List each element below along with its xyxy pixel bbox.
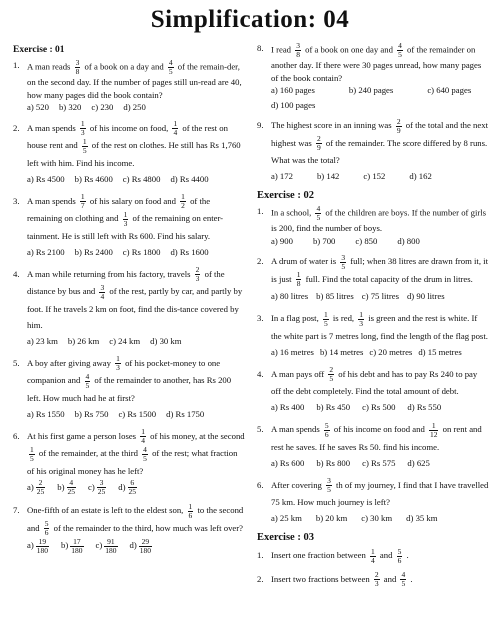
option: b) Rs 2400 — [74, 246, 113, 257]
fraction: $\frac{1}{3}$ — [123, 209, 128, 228]
fraction: $\frac{1}{2}$ — [181, 192, 185, 210]
option: c) 75 litres — [361, 291, 399, 301]
exercise-02-heading: Exercise : 02 — [257, 190, 314, 201]
option: c) $\frac{3}{25}$ — [88, 478, 106, 496]
option: d) 100 pages — [271, 99, 316, 110]
option: b) $\frac{17}{180}$ — [61, 536, 83, 555]
option: c) 640 pages — [427, 85, 472, 95]
answer-options — [27, 101, 246, 114]
fraction: $\frac{4}{5}$ — [168, 58, 173, 76]
option: b) 142 — [316, 171, 340, 181]
option: b) 14 metres — [319, 346, 364, 357]
answer-options — [271, 235, 489, 248]
fraction: $\frac{5}{6}$ — [44, 519, 49, 537]
option: b) 240 pages — [348, 85, 394, 95]
option: c) 24 km — [109, 335, 141, 346]
question-number: 2. — [257, 256, 264, 266]
option: d) Rs 1600 — [170, 246, 209, 257]
left-column — [13, 42, 246, 561]
page-title: Simplification: 04 — [150, 6, 350, 33]
answer-options — [27, 479, 246, 497]
question: 3. A man spends $\frac{1}{7}$ of his salary on food and $\frac{1}{2}$ of the remaining on clothing and $\frac{1}{3}$ of the remaining on enter-tainment. He is still left with Rs 600. Find his salary. a) Rs 2100 b) Rs 2400 c) Rs 1800 d) Rs 1600 — [13, 193, 246, 260]
question-number: 1. — [257, 550, 264, 560]
option: a) Rs 600 — [271, 457, 305, 468]
answer-options — [27, 406, 246, 422]
fraction: $\frac{3}{4}$ — [100, 282, 105, 301]
fraction: $\frac{2}{9}$ — [396, 116, 401, 135]
option: a) Rs 1550 — [27, 408, 65, 419]
fraction: $\frac{4}{5}$ — [316, 204, 321, 222]
question: 2. A man spends $\frac{1}{3}$ of his income on food, $\frac{1}{4}$ of the rest on house rent and $\frac{1}{5}$ of the rest on clothes. He still has Rs 1,760 left with him. Find his income. a) Rs 4500 b) Rs 4600 c) Rs 4800 d) Rs 4400 — [13, 120, 246, 187]
question-number: 1. — [257, 206, 264, 216]
option: b) Rs 450 — [316, 402, 351, 412]
option: b) Rs 800 — [316, 457, 351, 468]
option: c) 152 — [363, 171, 386, 181]
fraction: $\frac{3}{8}$ — [75, 58, 80, 76]
question: 7. One-fifth of an estate is left to the eldest son, $\frac{1}{6}$ to the second and $\frac{5}{6}$ of the remainder to the third, how much was left over? a) $\frac{19}{180}$ b) $\frac{17}{180}$ c) $\frac{91}{180}$ d) $\frac{29}{180}$ — [13, 502, 246, 555]
question-number: 3. — [13, 195, 20, 206]
question-number: 3. — [257, 313, 264, 323]
fraction: $\frac{3}{8}$ — [296, 41, 300, 59]
option: c) Rs 1500 — [118, 408, 157, 419]
fraction: $\frac{1}{3}$ — [359, 309, 364, 328]
option: d) 15 metres — [418, 346, 462, 357]
fraction: $\frac{2}{3}$ — [195, 265, 200, 283]
fraction: $\frac{1}{4}$ — [141, 427, 145, 445]
option: c) 850 — [355, 235, 378, 246]
question: 5. A man spends $\frac{5}{6}$ of his income on food and $\frac{1}{12}$ on rent and rest he saves. If he saves Rs 50. find his income. a) Rs 600 b) Rs 800 c) Rs 575 d) 625 — [257, 421, 489, 471]
question: 4. A man while returning from his factory, travels $\frac{2}{3}$ of the distance by bus and $\frac{3}{4}$ of the rest, partly by car, and partly by foot. If he travels 2 km on foot, find the dis-tance covered by him. a) 23 km b) 26 km c) 24 km d) 30 km — [13, 266, 246, 349]
option: d) 35 km — [406, 513, 438, 523]
option: c) 30 km — [361, 513, 393, 523]
question: 6. At his first game a person loses $\frac{1}{4}$ of his money, at the second $\frac{1}{5}$ of the remainder, at the third $\frac{4}{5}$ of the rest; what fraction of his original money has he left? a) $\frac{2}{25}$ b) $\frac{4}{25}$ c) $\frac{3}{25}$ d) $\frac{6}{25}$ — [13, 427, 245, 496]
question-number: 4. — [13, 268, 20, 279]
answer-options — [27, 537, 246, 555]
question-number: 7. — [13, 505, 20, 515]
question-number: 8. — [257, 43, 264, 53]
option: d) Rs 1750 — [166, 408, 205, 419]
option: a) Rs 400 — [271, 402, 305, 412]
option: d) 90 litres — [406, 291, 445, 301]
fraction: $\frac{3}{5}$ — [341, 252, 346, 271]
option: c) $\frac{91}{180}$ — [95, 536, 117, 555]
fraction: $\frac{5}{6}$ — [397, 546, 402, 565]
question: 8. I read $\frac{3}{8}$ of a book on one day and $\frac{4}{5}$ of the remainder on another day. If there were 30 pages unread, how many pages of the book contain? a) 160 pages b) 240 pages c) 640 pages d) 100 pages — [257, 42, 489, 111]
fraction: $\frac{2}{5}$ — [329, 365, 334, 383]
option: d) 625 — [407, 457, 430, 468]
exercise-03-heading: Exercise : 03 — [257, 532, 314, 543]
question-number: 6. — [257, 479, 264, 490]
fraction: $\frac{1}{4}$ — [370, 546, 375, 565]
option: a) 172 — [271, 171, 293, 181]
option: a) $\frac{2}{25}$ — [27, 478, 45, 496]
fraction: $\frac{1}{5}$ — [82, 136, 87, 155]
option: b) $\frac{4}{25}$ — [57, 478, 75, 496]
option: b) 20 km — [315, 513, 348, 523]
option: d) 800 — [397, 235, 420, 246]
option: d) Rs 4400 — [170, 173, 209, 184]
fraction: $\frac{1}{8}$ — [296, 270, 301, 288]
question-number: 5. — [257, 424, 264, 434]
right-column — [257, 42, 489, 594]
option: d) Rs 550 — [407, 402, 442, 412]
question: 2. A drum of water is $\frac{3}{5}$ full; when 38 litres are drawn from it, it is just $\frac{1}{8}$ full. Find the total capacity of the drum in litres. a) 80 litres b) 85 litres c) 75 litres d) 90 litres — [257, 253, 489, 304]
fraction: $\frac{1}{5}$ — [323, 309, 328, 328]
fraction: $\frac{1}{4}$ — [173, 119, 178, 137]
answer-options — [271, 399, 489, 415]
question-number: 4. — [257, 368, 264, 379]
fraction: $\frac{4}{5}$ — [398, 41, 402, 59]
exercise-01-heading: Exercise : 01 — [13, 45, 65, 55]
answer-options — [271, 455, 489, 471]
fraction: $\frac{4}{5}$ — [85, 371, 90, 390]
fraction: $\frac{3}{5}$ — [327, 476, 331, 494]
fraction: $\frac{1}{12}$ — [429, 420, 438, 439]
fraction: $\frac{1}{5}$ — [30, 444, 34, 463]
option: d) 162 — [409, 171, 432, 181]
question: 3. In a flag post, $\frac{1}{5}$ is red, $\frac{1}{3}$ is green and the rest is white. If the white part is 7 metres long, find the length of the flag post. a) 16 metres b) 14 metres c) 20 metres d) 15 metres — [257, 310, 489, 360]
question-number: 2. — [13, 122, 20, 133]
question-number: 2. — [257, 573, 264, 584]
answer-options — [271, 344, 489, 360]
answer-options — [271, 510, 489, 526]
question: 5. A boy after giving away $\frac{1}{3}$ of his pocket-money to one companion and $\frac{4}{5}$ of the remainder to another, has Rs 200 left. How much had he at first? a) Rs 1550 b) Rs 750 c) Rs 1500 d) Rs 1750 — [13, 355, 246, 422]
option: d) 250 — [123, 102, 146, 112]
fraction: $\frac{1}{3}$ — [116, 354, 120, 372]
option: a) 16 metres — [271, 346, 314, 357]
option: a) Rs 4500 — [27, 173, 65, 184]
option: c) 230 — [91, 102, 114, 112]
fraction: $\frac{1}{3}$ — [80, 119, 85, 137]
option: a) 23 km — [27, 335, 58, 346]
question: 1. In a school, $\frac{4}{5}$ of the children are boys. If the number of girls is 200, find the number of boys. a) 900 b) 700 c) 850 d) 800 — [257, 205, 489, 247]
question-number: 9. — [257, 120, 264, 130]
question: 4. A man pays off $\frac{2}{5}$ of his debt and has to pay Rs 240 to pay off the debt completely. Find the total amount of debt. a) Rs 400 b) Rs 450 c) Rs 500 d) Rs 550 — [257, 366, 489, 416]
option: c) Rs 575 — [362, 457, 396, 468]
question: 1. A man reads $\frac{3}{8}$ of a book on a day and $\frac{4}{5}$ of the remain-der, on the second day. If the number of pages still un-read are 40, how many pages did the book contain? a) 520 b) 320 c) 230 d) 250 — [13, 59, 246, 114]
answer-options — [27, 244, 246, 260]
option: b) Rs 750 — [74, 408, 109, 419]
option: c) Rs 1800 — [122, 246, 161, 257]
question-number: 1. — [13, 60, 20, 70]
answer-options — [271, 288, 489, 304]
option: b) 320 — [58, 102, 82, 112]
option: a) 520 — [27, 102, 49, 112]
question: 2. Insert two fractions between $\frac{2}{3}$ and $\frac{4}{5}$ . — [257, 570, 413, 588]
option: a) 900 — [271, 235, 293, 246]
answer-options — [27, 171, 246, 187]
option: b) 85 litres — [316, 291, 354, 301]
fraction: $\frac{4}{5}$ — [143, 444, 147, 463]
fraction: $\frac{5}{6}$ — [324, 420, 329, 439]
fraction: $\frac{2}{9}$ — [316, 134, 321, 152]
fraction: $\frac{4}{5}$ — [401, 570, 406, 588]
fraction: $\frac{2}{3}$ — [374, 570, 379, 588]
option: a) 25 km — [271, 513, 302, 523]
option: c) Rs 4800 — [122, 173, 161, 184]
option: b) 700 — [312, 235, 336, 246]
fraction: $\frac{1}{6}$ — [188, 501, 193, 520]
option: a) Rs 2100 — [27, 246, 65, 257]
option: a) 80 litres — [271, 291, 309, 301]
question-number: 5. — [13, 357, 20, 368]
option: d) $\frac{6}{25}$ — [118, 478, 136, 496]
option: b) 26 km — [67, 335, 100, 346]
option: b) Rs 4600 — [74, 173, 113, 184]
answer-options — [27, 333, 246, 349]
answer-options — [271, 84, 489, 111]
question: 9. The highest score in an inning was $\frac{2}{9}$ of the total and the next highest was $\frac{2}{9}$ of the remainder. The score differed by 8 runs. What was the total? a) 172 b) 142 c) 152 d) 162 — [257, 117, 489, 184]
question: 6. After covering $\frac{3}{5}$ th of my journey, I find that I have travelled 75 km. How much journey is left? a) 25 km b) 20 km c) 30 km d) 35 km — [257, 477, 489, 527]
option: d) $\frac{29}{180}$ — [129, 536, 151, 555]
answer-options — [271, 168, 489, 184]
option: d) 30 km — [150, 335, 182, 346]
option: c) 20 metres — [369, 346, 413, 357]
question-number: 6. — [13, 430, 20, 441]
option: a) $\frac{19}{180}$ — [27, 536, 48, 555]
option: a) 160 pages — [271, 85, 315, 95]
fraction: $\frac{1}{7}$ — [80, 192, 85, 210]
question: 1. Insert one fraction between $\frac{1}{4}$ and $\frac{5}{6}$ . — [257, 546, 409, 565]
option: c) Rs 500 — [362, 402, 396, 412]
